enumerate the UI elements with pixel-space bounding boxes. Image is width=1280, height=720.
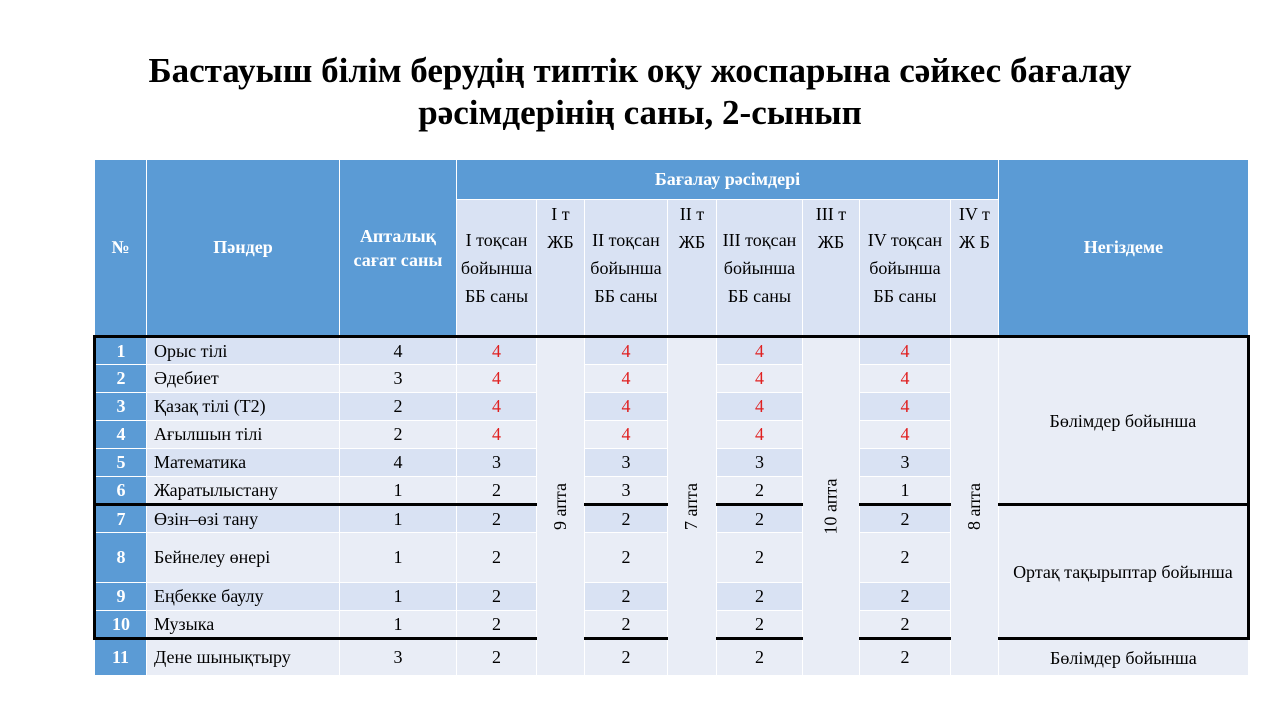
row-q1: 2 xyxy=(457,583,537,611)
row-hours: 3 xyxy=(340,365,457,393)
row-number: 10 xyxy=(95,611,147,639)
row-q4: 4 xyxy=(859,421,950,449)
row-subject: Еңбекке баулу xyxy=(147,583,340,611)
row-q4: 2 xyxy=(859,583,950,611)
title-line-2: рәсімдерінің саны, 2-сынып xyxy=(418,93,862,132)
basis-sections: Бөлімдер бойынша xyxy=(998,337,1248,505)
title-line-1: Бастауыш білім берудің типтік оқу жоспарына сәйкес бағалау xyxy=(148,51,1132,90)
row-hours: 3 xyxy=(340,639,457,676)
header-q1-jb: І т ЖБ xyxy=(537,200,585,337)
header-subjects: Пәндер xyxy=(147,160,340,337)
row-q2: 4 xyxy=(584,393,667,421)
row-q3: 2 xyxy=(716,477,802,505)
weeks-q2 xyxy=(667,337,716,676)
row-hours: 4 xyxy=(340,449,457,477)
row-subject: Музыка xyxy=(147,611,340,639)
row-subject: Қазақ тілі (Т2) xyxy=(147,393,340,421)
row-q3: 3 xyxy=(716,449,802,477)
row-number: 4 xyxy=(95,421,147,449)
row-number: 5 xyxy=(95,449,147,477)
row-number: 9 xyxy=(95,583,147,611)
row-q3: 4 xyxy=(716,393,802,421)
row-hours: 1 xyxy=(340,477,457,505)
row-q1: 4 xyxy=(457,393,537,421)
header-q2-count: ІІ тоқсан бойынша ББ саны xyxy=(584,200,667,337)
row-q4: 4 xyxy=(859,365,950,393)
row-q3: 2 xyxy=(716,639,802,676)
row-q4: 2 xyxy=(859,639,950,676)
row-hours: 1 xyxy=(340,505,457,533)
row-q2: 2 xyxy=(584,639,667,676)
row-q3: 4 xyxy=(716,337,802,365)
row-subject: Орыс тілі xyxy=(147,337,340,365)
row-q1: 2 xyxy=(457,477,537,505)
page-title xyxy=(0,50,1280,134)
header-q2-jb: ІІ т ЖБ xyxy=(667,200,716,337)
row-q1: 4 xyxy=(457,365,537,393)
header-basis: Негіздеме xyxy=(998,160,1248,337)
row-q3: 4 xyxy=(716,365,802,393)
basis-common: Ортақ тақырыптар бойынша xyxy=(998,505,1248,639)
row-q3: 4 xyxy=(716,421,802,449)
row-q1: 4 xyxy=(457,337,537,365)
header-q3-jb: ІІІ т ЖБ xyxy=(802,200,859,337)
row-q2: 2 xyxy=(584,505,667,533)
row-q2: 3 xyxy=(584,449,667,477)
row-q4: 1 xyxy=(859,477,950,505)
row-number: 1 xyxy=(95,337,147,365)
weeks-q3 xyxy=(802,337,859,676)
row-subject: Дене шынықтыру xyxy=(147,639,340,676)
row-q1: 2 xyxy=(457,639,537,676)
row-hours: 4 xyxy=(340,337,457,365)
row-q4: 4 xyxy=(859,393,950,421)
weeks-q1-label: 9 апта xyxy=(549,483,570,530)
weeks-q1 xyxy=(537,337,585,676)
weeks-q4 xyxy=(950,337,998,676)
row-q1: 2 xyxy=(457,505,537,533)
row-number: 3 xyxy=(95,393,147,421)
row-q3: 2 xyxy=(716,611,802,639)
header-no: № xyxy=(95,160,147,337)
weeks-q4-label: 8 апта xyxy=(963,483,984,530)
weeks-q3-label: 10 апта xyxy=(820,478,841,535)
row-q2: 4 xyxy=(584,365,667,393)
row-hours: 1 xyxy=(340,583,457,611)
row-subject: Бейнелеу өнері xyxy=(147,533,340,583)
row-subject: Әдебиет xyxy=(147,365,340,393)
row-q4: 3 xyxy=(859,449,950,477)
row-q2: 2 xyxy=(584,583,667,611)
header-q1-count: І тоқсан бойынша ББ саны xyxy=(457,200,537,337)
row-q1: 2 xyxy=(457,611,537,639)
row-subject: Жаратылыстану xyxy=(147,477,340,505)
row-number: 11 xyxy=(95,639,147,676)
row-number: 7 xyxy=(95,505,147,533)
row-q4: 2 xyxy=(859,611,950,639)
assessment-table xyxy=(93,159,1250,676)
row-q2: 4 xyxy=(584,421,667,449)
table-row xyxy=(95,337,1249,365)
row-hours: 1 xyxy=(340,611,457,639)
row-hours: 2 xyxy=(340,393,457,421)
row-q2: 2 xyxy=(584,611,667,639)
header-q4-jb: IV т Ж Б xyxy=(950,200,998,337)
header-assessment: Бағалау рәсімдері xyxy=(457,160,999,200)
basis-sections-last: Бөлімдер бойынша xyxy=(998,639,1248,676)
row-q4: 2 xyxy=(859,505,950,533)
header-q3-count: ІІІ тоқсан бойынша ББ саны xyxy=(716,200,802,337)
row-subject: Өзін–өзі тану xyxy=(147,505,340,533)
row-subject: Ағылшын тілі xyxy=(147,421,340,449)
row-subject: Математика xyxy=(147,449,340,477)
weeks-q2-label: 7 апта xyxy=(681,483,702,530)
row-q4: 4 xyxy=(859,337,950,365)
row-q4: 2 xyxy=(859,533,950,583)
row-q3: 2 xyxy=(716,505,802,533)
row-hours: 1 xyxy=(340,533,457,583)
row-q2: 3 xyxy=(584,477,667,505)
header-q4-count: IV тоқсан бойынша ББ саны xyxy=(859,200,950,337)
row-number: 2 xyxy=(95,365,147,393)
row-q1: 4 xyxy=(457,421,537,449)
row-q3: 2 xyxy=(716,583,802,611)
row-number: 6 xyxy=(95,477,147,505)
row-q3: 2 xyxy=(716,533,802,583)
row-q1: 2 xyxy=(457,533,537,583)
row-hours: 2 xyxy=(340,421,457,449)
row-q1: 3 xyxy=(457,449,537,477)
row-q2: 2 xyxy=(584,533,667,583)
row-number: 8 xyxy=(95,533,147,583)
header-weekly-hours: Апталық сағат саны xyxy=(340,160,457,337)
row-q2: 4 xyxy=(584,337,667,365)
